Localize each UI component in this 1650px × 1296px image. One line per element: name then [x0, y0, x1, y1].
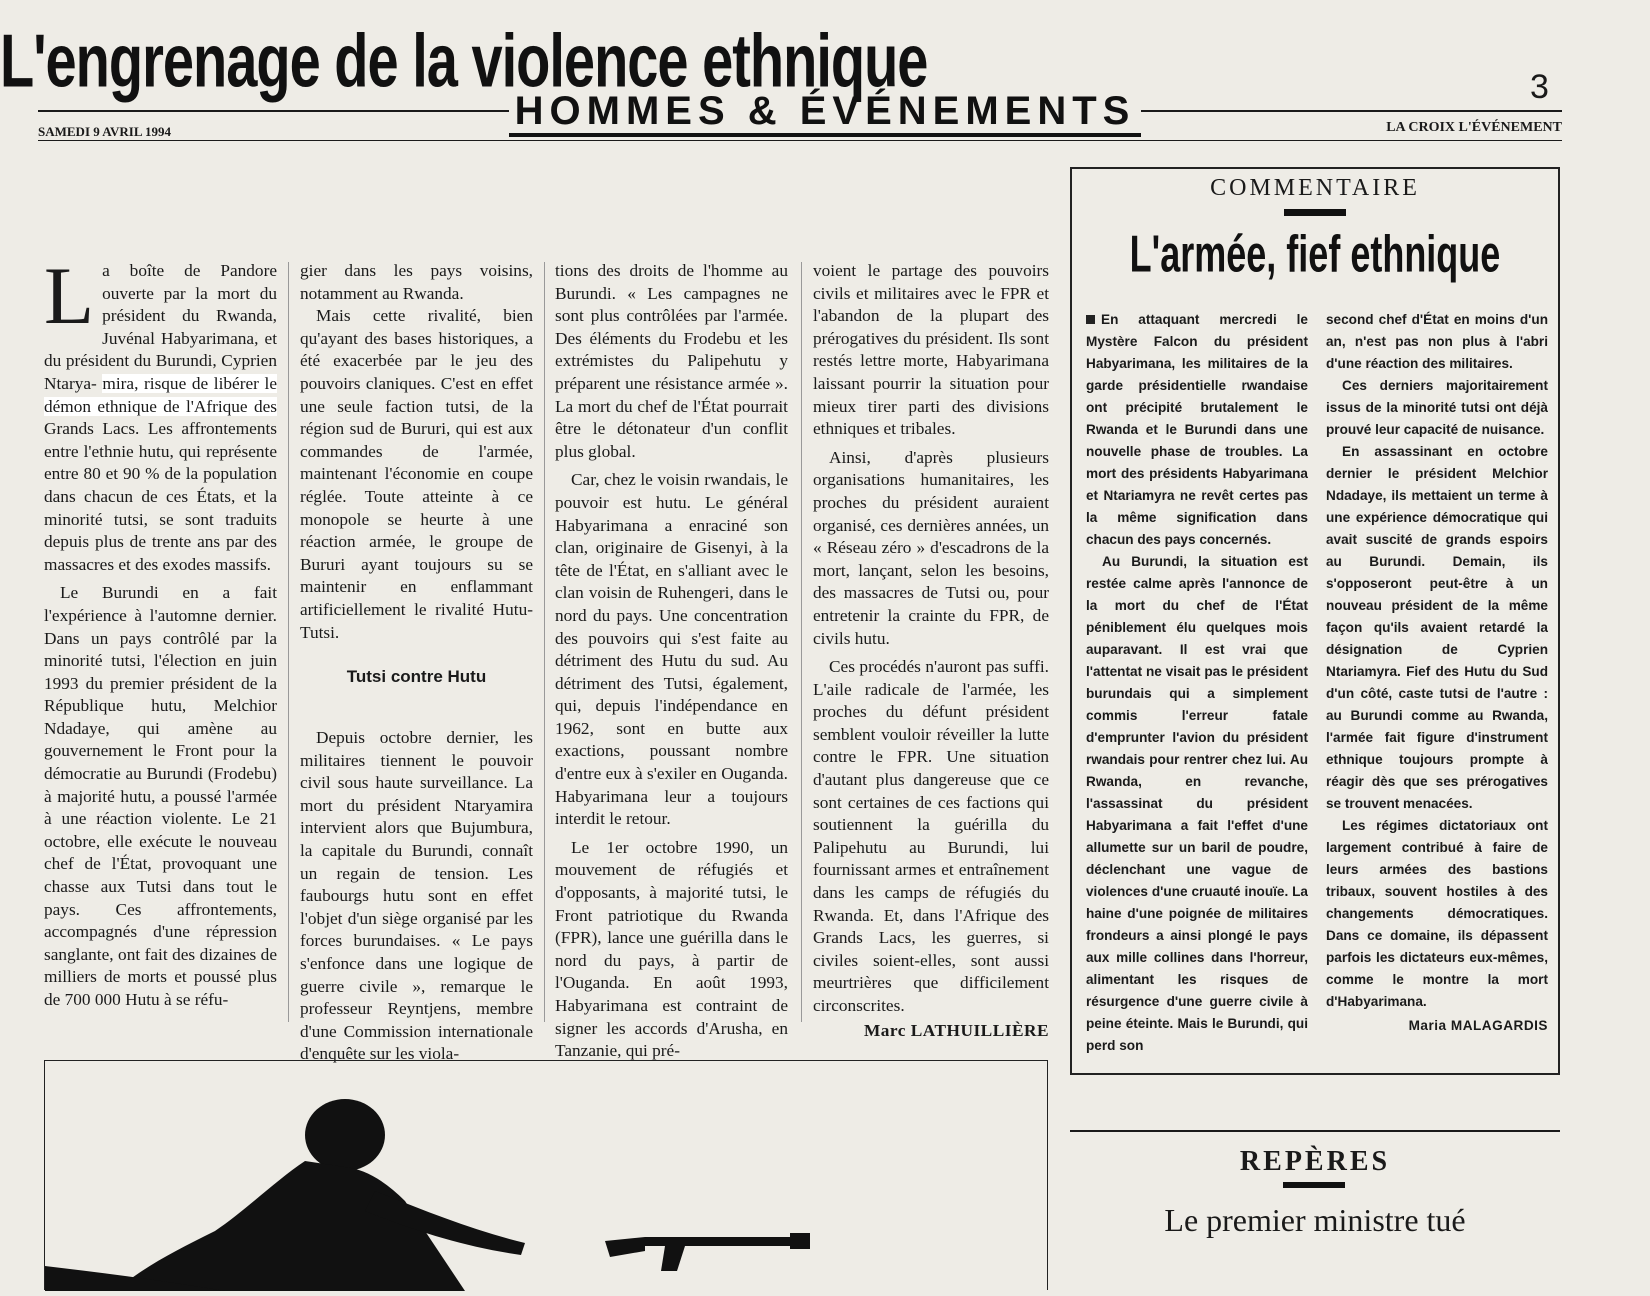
- date-line: SAMEDI 9 AVRIL 1994: [38, 124, 172, 139]
- illustration-frame: [44, 1060, 1048, 1290]
- soldier-silhouette-illustration: [45, 1061, 1049, 1291]
- commentary-paragraph: Au Burundi, la situation est restée calme après l'annonce de la mort du chef de l'État péniblement élu quelques mois auparavant. Il est vrai que l'attentat ne visait pas le président burundais qui a simplement commis l'erreur fatale d'emprunter l'avion du président rwandais pour rentrer chez lui. Au Rwanda, en revanche, l'assassinat du président Habyarimana a fait l'effet d'une allumette sur un baril de poudre, déclenchant une vague de violences d'une cruauté inouïe. La haine d'une poignée de militaires frondeurs a ainsi plongé le pays aux mille collines dans l'horreur, alimentant les risques de résurgence d'une guerre civile à peine éteinte. Mais le Burundi, qui perd son: [1086, 554, 1308, 1053]
- header-rule-bottom: [38, 140, 1562, 141]
- commentary-paragraph: second chef d'État en moins d'un an, n'est pas non plus à l'abri d'une réaction des militaires.: [1326, 312, 1548, 371]
- paper-name: LA CROIX L'ÉVÉNEMENT: [1386, 120, 1562, 135]
- headline: L'engrenage de la violence ethnique: [0, 17, 928, 103]
- article-byline: Marc LATHUILLIÈRE: [863, 1020, 1049, 1040]
- commentary-byline: Maria MALAGARDIS: [1408, 1018, 1548, 1033]
- reperes-rule: [1070, 1130, 1560, 1132]
- commentary-text: En attaquant mercredi le Mystère Falcon du président Habyarimana, les militaires de la garde présidentielle rwandaise ont précipité brutalement le Rwanda et le Burundi dans une nouvelle phase de troubles. La mort des présidents Habyarimana et Ntariamyra ne revêt certes pas la même signification dans chacun des pays concernés.: [1086, 312, 1308, 547]
- article-column-1: [44, 250, 277, 1030]
- column-divider: [801, 262, 802, 1022]
- commentary-box: [1070, 167, 1560, 1075]
- reperes-bar: [1283, 1182, 1345, 1188]
- article-paragraph: Depuis octobre dernier, les militaires tiennent le pouvoir civil sous haute surveillance. La mort du président Ntaryamira intervient alors que Bujumbura, la capitale du Burundi, connaît un regain de tension. Les faubourgs hutu sont en effet l'objet d'un siège organisé par les forces burundaises. « Le pays s'enfonce dans une logique de guerre civile », remarque le professeur Reyntjens, membre d'une Commission internationale d'enquête sur les viola-: [300, 728, 533, 1064]
- reperes-label: REPÈRES: [1239, 1146, 1391, 1177]
- article-column-2: [300, 260, 533, 1064]
- article-paragraph: Le Burundi en a fait l'expérience à l'automne dernier. Dans un pays contrôlé par la minorité tutsi, l'élection en juin 1993 du premier président de la République hutu, Melchior Ndadaye, qui amène au gouvernement le Front pour la démocratie au Burundi (Frodebu) à majorité hutu, a poussé l'armée à une réaction violente. Le 21 octobre, elle exécute le nouveau chef de l'État, provoquant une chasse aux Tutsi dans tout le pays. Ces affrontements, accompagnés d'une répression sanglante, ont fait des dizaines de milliers de morts et poussé plus de 700 000 Hutu à se réfu-: [44, 583, 277, 1009]
- article-paragraph: Car, chez le voisin rwandais, le pouvoir est hutu. Le général Habyarimana a enraciné son clan, originaire de Gisenyi, à la tête de l'État, en s'alliant avec le clan voisin de Ruhengeri, dans le nord du pays. Une concentration des pouvoirs qui s'est faite au détriment des Hutu du sud. Au détriment des Tutsi, également, qui, depuis l'indépendance en 1962, sont en butte aux exactions, poussant nombre d'entre eux à s'exiler en Ouganda. Habyarimana leur a toujours interdit le retour.: [555, 470, 788, 829]
- commentary-paragraph: En assassinant en octobre dernier le président Melchior Ndadaye, ils mettaient un terme à une expérience démocratique qui avait suscité de grands espoirs au Burundi. Demain, ils s'opposeront peut-être à un nouveau président de la même façon qu'ils avaient retardé la désignation de Cyprien Ntariamyra. Fief des Hutu du Sud d'un côté, caste tutsi de l'autre : au Burundi comme au Rwanda, l'armée fait figure d'instrument ethnique toujours prompte à réagir dès que ses prérogatives se trouvent menacées.: [1326, 444, 1548, 811]
- article-paragraph: Le 1er octobre 1990, un mouvement de réfugiés et d'opposants, à majorité tutsi, le Front patriotique du Rwanda (FPR), lance une guérilla dans le nord du pays, à partir de l'Ouganda. En août 1993, Habyarimana est contraint de signer les accords d'Arusha, en Tanzanie, qui pré-: [555, 837, 788, 1061]
- commentary-paragraph: [1086, 309, 1308, 551]
- page-number: 3: [1530, 68, 1549, 106]
- reperes-headline: Le premier ministre tué: [1164, 1202, 1466, 1238]
- article-paragraph: [44, 250, 277, 576]
- dropcap: L: [44, 250, 95, 341]
- article-paragraph: voient le partage des pouvoirs civils et militaires avec le FPR et l'abandon de la plupart des prérogatives du président. Ils sont restés lettre morte, Habyarimana laissant pourrir la situation pour mieux tirer parti des divisions ethniques et tribales.: [813, 261, 1049, 439]
- column-divider: [288, 262, 289, 1022]
- commentary-title: L'armée, fief ethnique: [1129, 223, 1501, 283]
- highlighted-text: mira, risque de libérer le démon ethnique de l'Afrique des: [44, 373, 277, 416]
- commentary-label: COMMENTAIRE: [1210, 175, 1420, 201]
- article-text: Grands Lacs. Les affrontements entre l'ethnie hutu, qui représente entre 80 et 90 % de la population dans chacun de ces États, et la minorité tutsi, se sont traduits depuis plus de trente ans par des massacres et des exodes massifs.: [44, 419, 277, 574]
- commentary-column-1: [1086, 309, 1308, 1069]
- article-text: a boîte de Pandore ouverte par la mort du président du Rwanda, Juvénal Habyarimana, et du président du Burundi, Cyprien Ntarya-: [44, 261, 277, 393]
- article-paragraph: tions des droits de l'homme au Burundi. « Les campagnes ne sont plus contrôlées par l'armée. Des éléments du Frodebu et les extrémistes du Palipehutu y préparent une résistance armée ». La mort du chef de l'État pourrait être le détonateur d'un conflit plus global.: [555, 261, 788, 461]
- commentary-column-2: [1326, 309, 1548, 1069]
- commentary-paragraph: Les régimes dictatoriaux ont largement contribué à faire de leurs armées des bastions tribaux, souvent hostiles à des changements démocratiques. Dans ce domaine, ils dépassent parfois les dictateurs eux-mêmes, comme le montre la mort d'Habyarimana.: [1326, 818, 1548, 1009]
- article-paragraph: gier dans les pays voisins, notamment au Rwanda.: [300, 261, 533, 303]
- bullet-square-icon: [1086, 315, 1095, 324]
- article-column-4: [813, 260, 1049, 1040]
- section-title-text: HOMMES & ÉVÉNEMENTS: [509, 89, 1142, 137]
- commentary-bar: [1284, 209, 1346, 216]
- commentary-paragraph: Ces derniers majoritairement issus de la minorité tutsi ont déjà prouvé leur capacité de nuisance.: [1326, 378, 1548, 437]
- article-paragraph: Ces procédés n'auront pas suffi. L'aile radicale de l'armée, les proches du défunt président semblent vouloir réveiller la lutte contre le FPR. Une situation d'autant plus dangereuse que ce sont certaines de ces factions qui soutiennent la guérilla du Palipehutu au Burundi, lui fournissant armes et entraînement dans les camps de réfugiés du Rwanda. Et, dans l'Afrique des Grands Lacs, les guerres, si civiles soient-elles, sont aussi meurtrières que difficilement circonscrites.: [813, 657, 1049, 1015]
- article-column-3: [555, 260, 788, 1061]
- subheading: Tutsi contre Hutu: [346, 667, 487, 687]
- column-divider: [544, 262, 545, 1022]
- article-paragraph: Ainsi, d'après plusieurs organisations humanitaires, les proches du président auraient organisé, ces dernières années, un « Réseau zéro » d'escadrons de la mort, lançant, selon les besoins, des massacres de Tutsi ou, pour entretenir la crainte du FPR, de civils hutu.: [813, 447, 1049, 648]
- article-paragraph: Mais cette rivalité, bien qu'ayant des bases historiques, a été exacerbée par le jeu des pouvoirs claniques. C'est en effet une seule faction tutsi, de la région sud de Bururi, qui est aux commandes de l'armée, maintenant l'économie en coupe réglée. Toute atteinte à ce monopole se heurte à une réaction armée, le groupe de Bururi ayant toujours su se maintenir en enflammant artificiellement le rivalité Hutu-Tutsi.: [300, 306, 533, 642]
